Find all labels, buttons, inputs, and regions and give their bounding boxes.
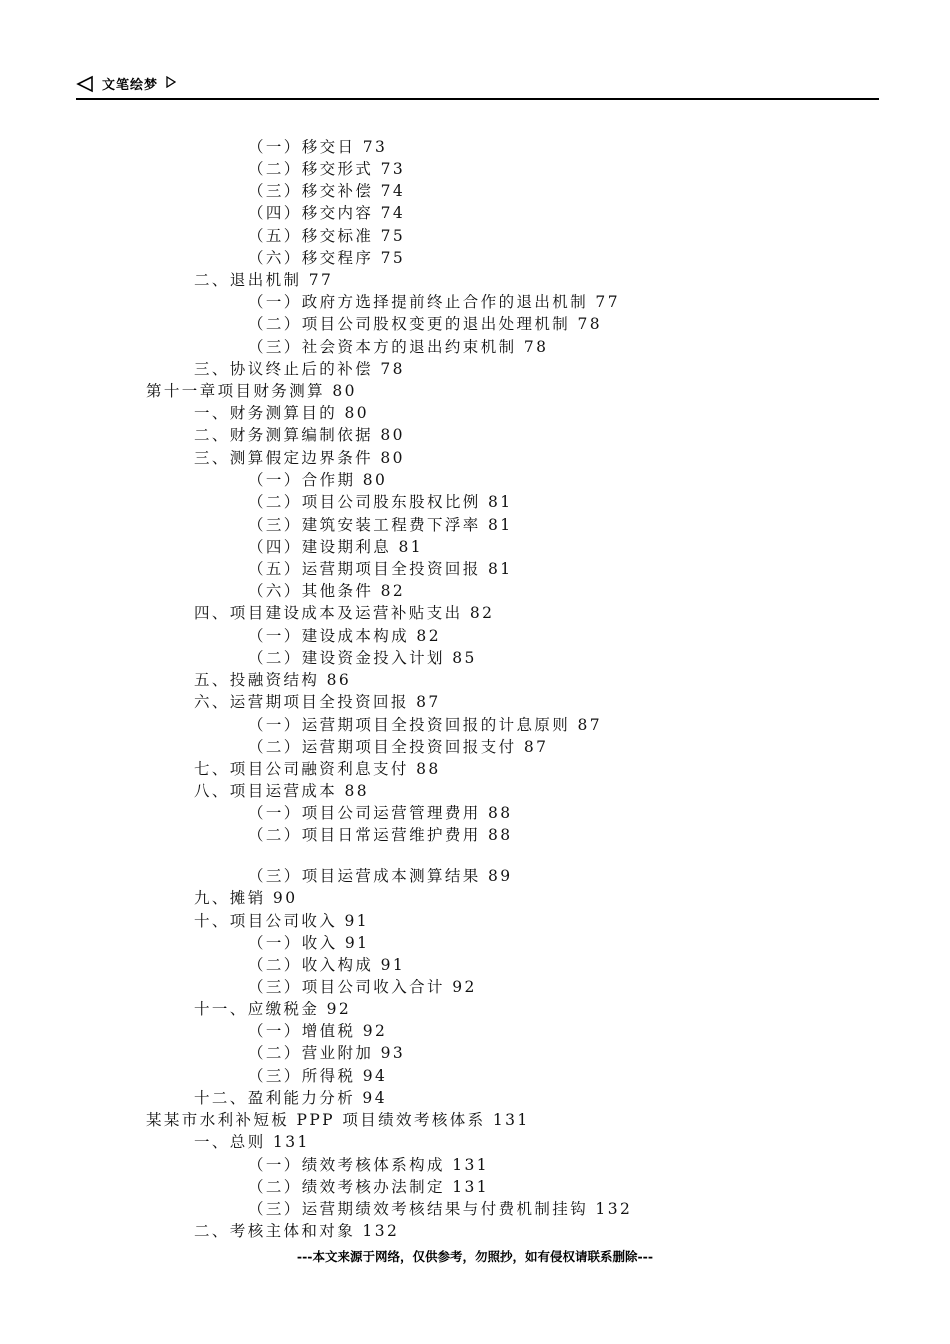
brand-title: 文笔绘梦 [102, 78, 159, 93]
toc-entry-level-1: 七、项目公司融资利息支付 88 [194, 760, 441, 778]
toc-entry-level-2: （一）移交日 73 [248, 138, 388, 156]
toc-entry-level-1: 一、总则 131 [194, 1133, 310, 1151]
toc-entry-level-1: 二、退出机制 77 [194, 271, 334, 289]
toc-entry-level-2: （三）所得税 94 [248, 1067, 388, 1085]
toc-entry-level-1: 十、项目公司收入 91 [194, 912, 370, 930]
toc-entry-level-1: 五、投融资结构 86 [194, 671, 352, 689]
triangle-right-outline-icon [166, 76, 176, 88]
toc-entry-level-2: （二）绩效考核办法制定 131 [248, 1178, 490, 1196]
toc-entry-level-2: （三）建筑安装工程费下浮率 81 [248, 516, 513, 534]
toc-entry-level-2: （一）建设成本构成 82 [248, 627, 441, 645]
toc-entry-level-2: （一）运营期项目全投资回报的计息原则 87 [248, 716, 603, 734]
toc-entry-level-1: 八、项目运营成本 88 [194, 782, 370, 800]
toc-entry-level-1: 三、协议终止后的补偿 78 [194, 360, 405, 378]
toc-entry-level-1: 六、运营期项目全投资回报 87 [194, 693, 441, 711]
toc-entry-level-2: （三）运营期绩效考核结果与付费机制挂钩 132 [248, 1200, 633, 1218]
toc-entry-level-0: 第十一章项目财务测算 80 [146, 382, 357, 400]
toc-entry-level-2: （二）项目日常运营维护费用 88 [248, 826, 513, 844]
toc-entry-level-1: 二、财务测算编制依据 80 [194, 426, 405, 444]
toc-entry-level-2: （六）其他条件 82 [248, 582, 406, 600]
toc-entry-level-2: （三）社会资本方的退出约束机制 78 [248, 338, 549, 356]
toc-entry-level-0: 某某市水利补短板 PPP 项目绩效考核体系 131 [146, 1111, 530, 1129]
toc-entry-level-1: 一、财务测算目的 80 [194, 404, 370, 422]
toc-entry-level-2: （四）建设期利息 81 [248, 538, 424, 556]
toc-entry-level-2: （二）项目公司股权变更的退出处理机制 78 [248, 315, 603, 333]
toc-entry-level-1: 三、测算假定边界条件 80 [194, 449, 405, 467]
toc-entry-level-1: 十二、盈利能力分析 94 [194, 1089, 387, 1107]
toc-entry-level-1: 九、摊销 90 [194, 889, 298, 907]
toc-entry-level-2: （三）移交补偿 74 [248, 182, 406, 200]
toc-entry-level-2: （一）合作期 80 [248, 471, 388, 489]
toc-entry-level-2: （二）收入构成 91 [248, 956, 406, 974]
toc-entry-level-2: （五）移交标准 75 [248, 227, 406, 245]
triangle-left-outline-icon [76, 75, 94, 93]
toc-entry-level-1: 二、考核主体和对象 132 [194, 1222, 400, 1240]
toc-entry-level-2: （一）项目公司运营管理费用 88 [248, 804, 513, 822]
page-header [76, 70, 879, 100]
toc-entry-level-2: （三）项目公司收入合计 92 [248, 978, 477, 996]
toc-entry-level-2: （二）项目公司股东股权比例 81 [248, 493, 513, 511]
toc-entry-level-2: （二）建设资金投入计划 85 [248, 649, 477, 667]
toc-entry-level-1: 十一、应缴税金 92 [194, 1000, 352, 1018]
footer-disclaimer: ---本文来源于网络，仅供参考，勿照抄，如有侵权请联系删除--- [296, 1249, 654, 1264]
toc-entry-level-2: （二）营业附加 93 [248, 1044, 406, 1062]
toc-entry-level-2: （二）运营期项目全投资回报支付 87 [248, 738, 549, 756]
toc-entry-level-2: （六）移交程序 75 [248, 249, 406, 267]
toc-entry-level-2: （三）项目运营成本测算结果 89 [248, 867, 513, 885]
toc-entry-level-2: （一）政府方选择提前终止合作的退出机制 77 [248, 293, 620, 311]
toc-entry-level-2: （一）收入 91 [248, 934, 370, 952]
toc-entry-level-2: （二）移交形式 73 [248, 160, 406, 178]
toc-entry-level-1: 四、项目建设成本及运营补贴支出 82 [194, 604, 495, 622]
toc-entry-level-2: （一）增值税 92 [248, 1022, 388, 1040]
toc-entry-level-2: （一）绩效考核体系构成 131 [248, 1156, 490, 1174]
toc-entry-level-2: （四）移交内容 74 [248, 204, 406, 222]
toc-entry-level-2: （五）运营期项目全投资回报 81 [248, 560, 513, 578]
